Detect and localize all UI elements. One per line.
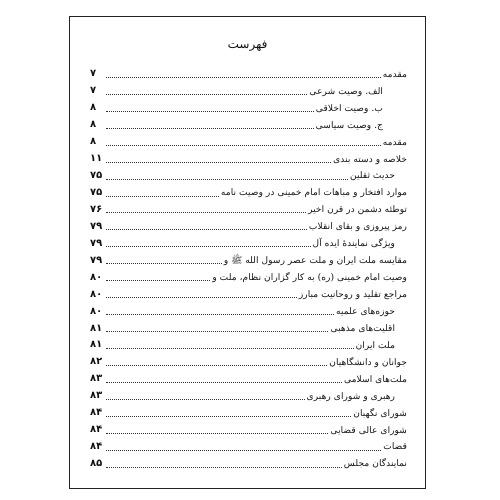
toc-entry[interactable] (90, 303, 407, 320)
toc-entry[interactable] (90, 371, 407, 388)
dot-leader (106, 128, 314, 129)
toc-entry-title: موارد افتخار و مباهات امام خمینی در وصیت نامه (220, 187, 407, 199)
toc-entry[interactable] (90, 320, 407, 337)
toc-entry[interactable] (90, 439, 407, 456)
table-of-contents (90, 66, 407, 473)
toc-entry-title: شورای نگهبان (353, 407, 407, 419)
dot-leader (106, 450, 381, 451)
toc-entry[interactable] (90, 218, 407, 235)
dot-leader (106, 467, 342, 468)
toc-entry[interactable] (90, 337, 407, 354)
toc-entry[interactable] (90, 134, 407, 151)
toc-entry[interactable] (90, 66, 407, 83)
toc-entry-page-number: ۸۰ (90, 288, 103, 300)
toc-entry-page-number: ۸۵ (90, 458, 103, 470)
toc-entry-page-number: ۸۰ (90, 271, 103, 283)
toc-entry[interactable] (90, 202, 407, 219)
dot-leader (106, 416, 351, 417)
toc-entry[interactable] (90, 405, 407, 422)
dot-leader (106, 263, 222, 264)
toc-entry-title: مراجع تقلید و روحانیت مبارز (298, 289, 407, 301)
toc-entry-page-number: ۷۹ (90, 237, 103, 249)
page-frame (69, 16, 426, 489)
dot-leader (106, 348, 354, 349)
toc-entry[interactable] (90, 422, 407, 439)
toc-entry-title: خلاصه و دسته بندی (333, 153, 407, 165)
toc-entry[interactable] (90, 185, 407, 202)
toc-entry[interactable] (90, 286, 407, 303)
dot-leader (106, 229, 307, 230)
toc-entry[interactable] (90, 100, 407, 117)
toc-entry-title: قضات (383, 441, 407, 453)
toc-entry-page-number: ۷۹ (90, 220, 103, 232)
toc-entry[interactable] (90, 235, 407, 252)
toc-entry-page-number: ۸ (90, 102, 97, 114)
toc-entry-page-number: ۷۶ (90, 203, 103, 215)
toc-entry[interactable] (90, 252, 407, 269)
toc-entry-title: ملت ایران (355, 339, 395, 351)
toc-entry-title: مقایسه ملت ایران و ملت عصر رسول الله ﷺ و (223, 255, 407, 267)
dot-leader (106, 162, 331, 163)
dot-leader (106, 331, 328, 332)
dot-leader (106, 297, 297, 298)
toc-entry-title: حوزه‌های علمیه (336, 305, 395, 317)
dot-leader (106, 212, 306, 213)
toc-entry-title: وصیت امام خمینی (ره) به کار گزاران نظام، ملت و (212, 272, 407, 284)
toc-entry-title: رهبری و شورای رهبری (306, 390, 395, 402)
toc-entry-title: حدیث ثقلین (349, 170, 395, 182)
toc-entry-title: جوانان و دانشگاهیان (329, 356, 407, 368)
toc-entry-title: توطئه دشمن در قرن اخیر (308, 204, 407, 216)
toc-entry-title: ویژگی نمایندهٔ ایده آل (312, 238, 395, 250)
dot-leader (106, 77, 381, 78)
toc-entry-page-number: ۷۹ (90, 254, 103, 266)
toc-entry-page-number: ۸۴ (90, 424, 103, 436)
toc-entry-page-number: ۸۴ (90, 441, 103, 453)
dot-leader (106, 246, 311, 247)
toc-entry-title: مقدمه (382, 68, 407, 80)
toc-entry-page-number: ۸ (90, 136, 97, 148)
toc-entry-page-number: ۸۴ (90, 407, 103, 419)
toc-entry-title: مقدمه (382, 136, 407, 148)
toc-entry-title: رمز پیروزی و بقای انقلاب (308, 221, 407, 233)
toc-entry-title: الف. وصیت شرعی (309, 85, 383, 97)
toc-entry[interactable] (90, 168, 407, 185)
toc-entry-title: ملت‌های اسلامی (343, 373, 407, 385)
toc-entry-page-number: ۸۳ (90, 390, 103, 402)
toc-entry-page-number: ۷ (90, 85, 97, 97)
toc-entry-page-number: ۸۱ (90, 322, 103, 334)
dot-leader (106, 382, 342, 383)
dot-leader (106, 94, 307, 95)
dot-leader (106, 179, 348, 180)
toc-entry[interactable] (90, 456, 407, 473)
toc-entry-page-number: ۸۲ (90, 356, 103, 368)
toc-entry[interactable] (90, 388, 407, 405)
toc-entry-page-number: ۷ (90, 68, 97, 80)
toc-entry-page-number: ۸۳ (90, 373, 103, 385)
toc-entry-page-number: ۸۰ (90, 305, 103, 317)
toc-entry-title: شورای عالی قضایی (330, 424, 407, 436)
toc-entry[interactable] (90, 83, 407, 100)
dot-leader (106, 196, 219, 197)
toc-entry-page-number: ۸۱ (90, 339, 103, 351)
dot-leader (106, 433, 328, 434)
dot-leader (106, 314, 334, 315)
toc-entry[interactable] (90, 117, 407, 134)
dot-leader (106, 399, 305, 400)
toc-entry-title: ب. وصیت اخلاقی (315, 102, 383, 114)
toc-entry-title: ج. وصیت سیاسی (315, 119, 383, 131)
toc-entry[interactable] (90, 269, 407, 286)
dot-leader (106, 365, 327, 366)
dot-leader (106, 280, 210, 281)
dot-leader (106, 145, 381, 146)
page-title: فهرست (227, 37, 268, 51)
dot-leader (106, 111, 314, 112)
toc-entry[interactable] (90, 151, 407, 168)
toc-entry-page-number: ۷۵ (90, 170, 103, 182)
toc-entry[interactable] (90, 354, 407, 371)
toc-entry-page-number: ۱۱ (90, 153, 103, 165)
toc-entry-page-number: ۸ (90, 119, 97, 131)
toc-entry-title: اقلیت‌های مذهبی (330, 322, 395, 334)
toc-entry-page-number: ۷۵ (90, 187, 103, 199)
toc-entry-title: نمایندگان مجلس (343, 458, 407, 470)
